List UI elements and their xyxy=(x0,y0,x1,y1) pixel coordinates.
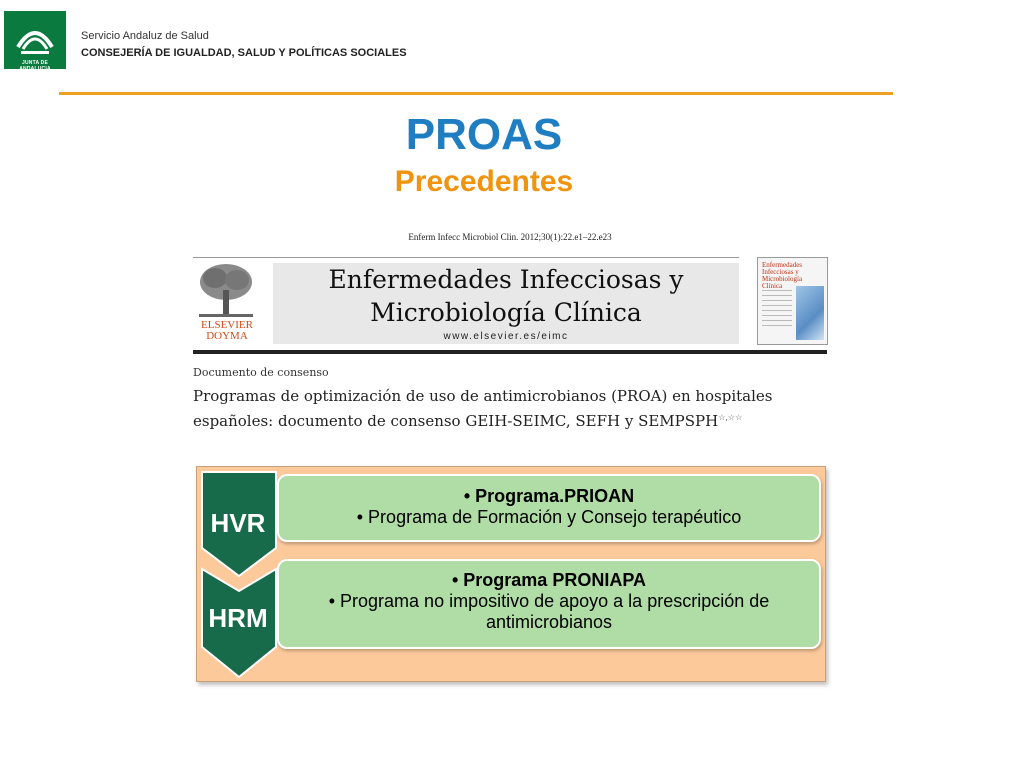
cover-title-line2: Infecciosas y xyxy=(762,268,799,276)
list-item: antimicrobianos xyxy=(485,612,613,632)
document-title-line2: españoles: documento de consenso GEIH-SEIMC, SEFH y SEMPSPH xyxy=(193,412,719,430)
logo-caption: JUNTA DE ANDALUCIA xyxy=(19,60,51,72)
article-citation: Enferm Infecc Microbiol Clin. 2012;30(1):22.e1–22.e23 xyxy=(408,232,612,242)
hvr-label: HVR xyxy=(210,508,266,538)
list-item: • Programa.PRIOAN xyxy=(463,486,635,506)
tree-icon xyxy=(193,262,259,320)
cover-title-line3: Microbiología xyxy=(762,275,803,283)
org-name-line1: Servicio Andaluz de Salud xyxy=(81,30,209,42)
slide-title: PROAS xyxy=(405,110,563,159)
list-item: • Programa de Formación y Consejo terapéutico xyxy=(356,507,742,527)
cover-image xyxy=(796,286,824,340)
cover-title-line4: Clínica xyxy=(762,282,783,290)
cover-text-lines xyxy=(762,290,792,330)
cover-title-line1: Enfermedades xyxy=(762,261,803,269)
journal-cover-thumbnail xyxy=(757,257,828,345)
document-title xyxy=(193,386,833,432)
journal-title-line2: Microbiología Clínica xyxy=(370,298,642,327)
list-item: • Programa no impositivo de apoyo a la prescripción de xyxy=(328,591,770,611)
slide-subtitle: Precedentes xyxy=(394,165,574,198)
journal-rule-bottom xyxy=(193,350,827,354)
junta-de-andalucia-logo xyxy=(4,11,66,72)
hrm-label: HRM xyxy=(208,603,268,633)
journal-url: www.elsevier.es/eimc xyxy=(443,331,569,342)
journal-rule-top xyxy=(193,257,739,258)
elsevier-logo xyxy=(193,262,263,346)
document-type: Documento de consenso xyxy=(193,366,329,379)
hrm-programs-box xyxy=(277,559,821,649)
header-divider xyxy=(59,92,893,95)
publisher-subname: DOYMA xyxy=(206,330,248,342)
hvr-programs-box xyxy=(277,474,821,542)
footnote-marks: ☆,☆☆ xyxy=(718,413,743,422)
document-title-line1: Programas de optimización de uso de antimicrobianos (PROA) en hospitales xyxy=(193,387,773,405)
publisher-name: ELSEVIER xyxy=(201,319,253,331)
list-item: • Programa PRONIAPA xyxy=(451,570,646,590)
org-name-line2: CONSEJERÍA DE IGUALDAD, SALUD Y POLÍTICAS SOCIALES xyxy=(81,47,407,59)
journal-title-line1: Enfermedades Infecciosas y xyxy=(328,265,684,294)
journal-banner xyxy=(273,263,739,344)
programs-diagram xyxy=(196,466,826,682)
